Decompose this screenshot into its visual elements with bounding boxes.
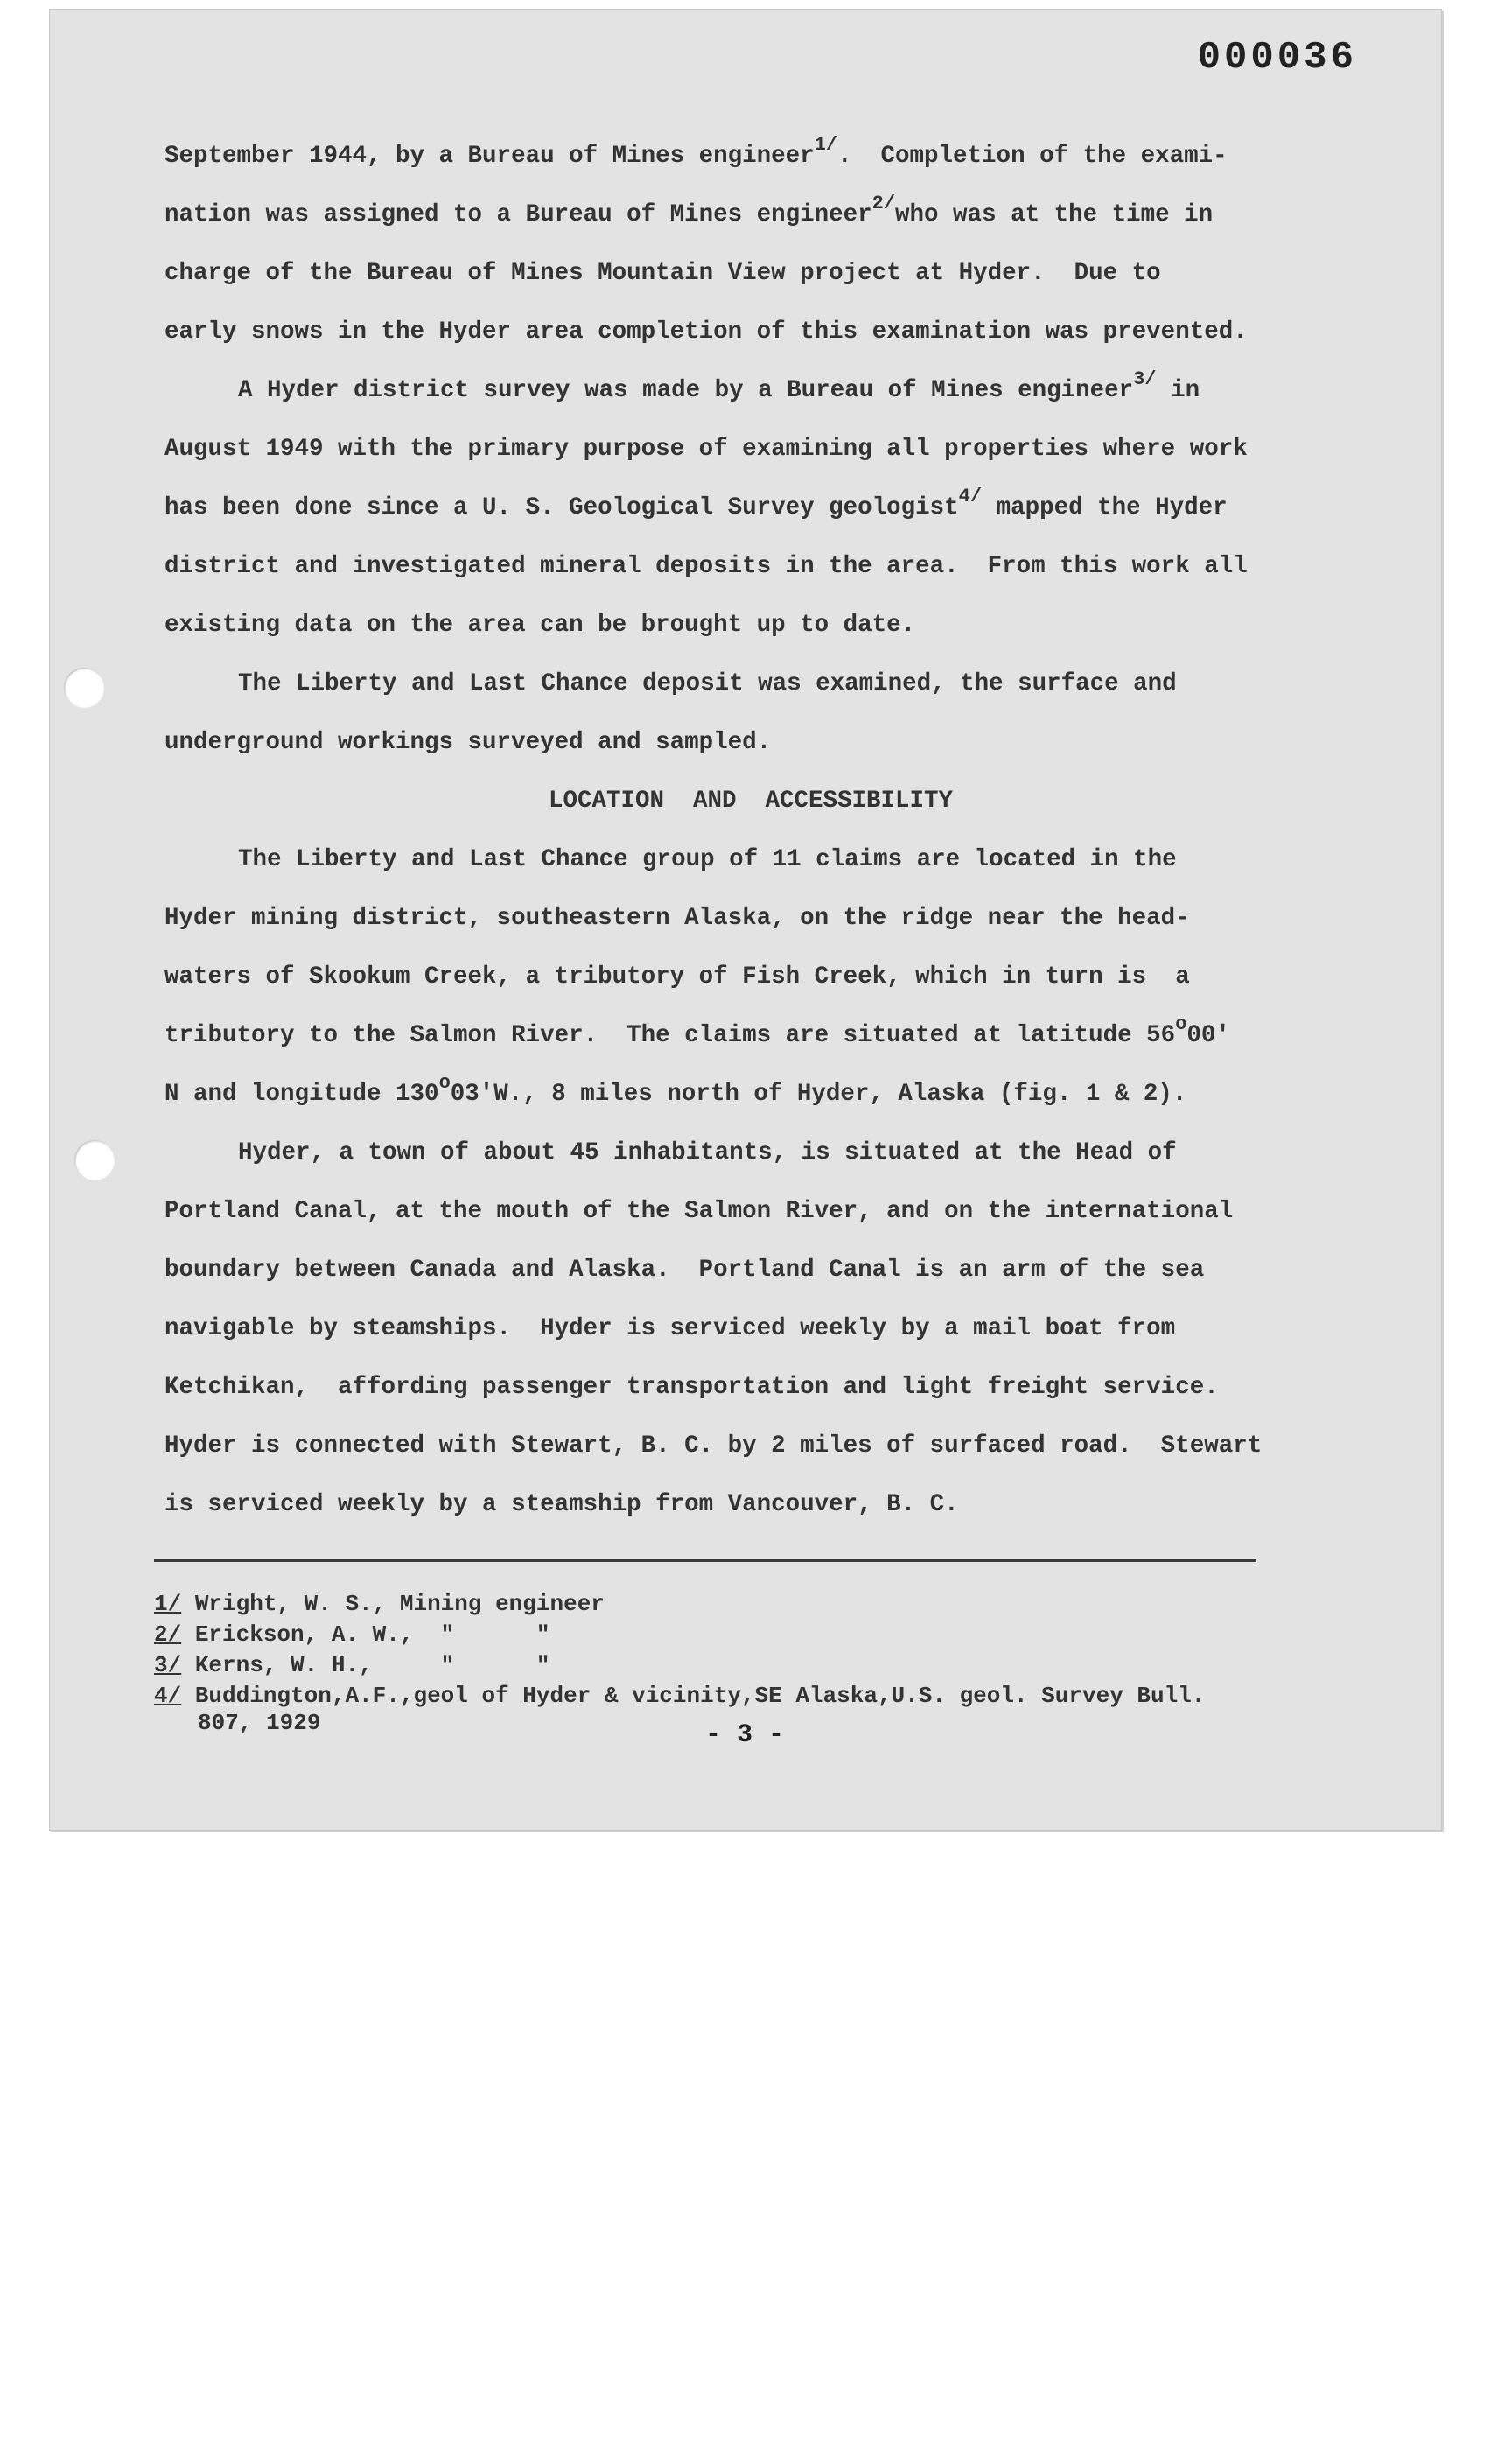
- text-line: district and investigated mineral deposits in the area. From this work all: [164, 553, 1248, 580]
- footnote-divider: [154, 1559, 1256, 1562]
- text-line: navigable by steamships. Hyder is serviced weekly by a mail boat from: [164, 1315, 1176, 1342]
- document-number: 000036: [1197, 36, 1357, 80]
- text-line: is serviced weekly by a steamship from Vancouver, B. C.: [164, 1491, 959, 1518]
- body-text: [164, 127, 1337, 1534]
- text-line: The Liberty and Last Chance deposit was examined, the surface and: [238, 670, 1177, 697]
- page-number: - 3 -: [704, 1720, 784, 1750]
- text-line: existing data on the area can be brought up to date.: [164, 612, 916, 639]
- footnote: 3/ Kerns, W. H., " ": [154, 1652, 550, 1678]
- text-line: charge of the Bureau of Mines Mountain View project at Hyder. Due to: [164, 260, 1161, 287]
- text-line: nation was assigned to a Bureau of Mines engineer$^{2/}$who was at the time in: [164, 192, 1214, 228]
- text-line: N and longitude 130$^o$03'W., 8 miles north of Hyder, Alaska (fig. 1 & 2).: [164, 1071, 1187, 1108]
- text-line: Ketchikan, affording passenger transportation and light freight service.: [164, 1374, 1219, 1401]
- footnote: 4/ Buddington,A.F.,geol of Hyder & vicinity,SE Alaska,U.S. geol. Survey Bull.: [154, 1683, 1206, 1709]
- text-line: Hyder, a town of about 45 inhabitants, is situated at the Head of: [238, 1139, 1177, 1166]
- footnote: 2/ Erickson, A. W., " ": [154, 1621, 550, 1648]
- text-line: The Liberty and Last Chance group of 11 claims are located in the: [238, 846, 1177, 873]
- text-line: boundary between Canada and Alaska. Portland Canal is an arm of the sea: [164, 1256, 1205, 1284]
- text-line: waters of Skookum Creek, a tributory of Fish Creek, which in turn is a: [164, 963, 1190, 990]
- footnote-continuation: 807, 1929: [198, 1710, 321, 1736]
- footnote: 1/ Wright, W. S., Mining engineer: [154, 1591, 605, 1617]
- text-line: Hyder is connected with Stewart, B. C. by 2 miles of surfaced road. Stewart: [164, 1432, 1263, 1460]
- binder-hole: [74, 1140, 115, 1180]
- text-line: September 1944, by a Bureau of Mines engineer$^{1/}$. Completion of the exami-: [164, 133, 1228, 170]
- text-line: August 1949 with the primary purpose of examining all properties where work: [164, 436, 1248, 463]
- text-line: A Hyder district survey was made by a Bureau of Mines engineer$^{3/}$ in: [238, 368, 1200, 404]
- text-line: Hyder mining district, southeastern Alaska, on the ridge near the head-: [164, 905, 1190, 932]
- section-heading: LOCATION AND ACCESSIBILITY: [548, 788, 954, 815]
- footnotes: [154, 1589, 1370, 1734]
- text-line: tributory to the Salmon River. The claims are situated at latitude 56$^o$00': [164, 1012, 1230, 1049]
- text-line: early snows in the Hyder area completion of this examination was prevented.: [164, 318, 1248, 346]
- text-line: underground workings surveyed and sampled.: [164, 729, 772, 756]
- text-line: has been done since a U. S. Geological Survey geologist$^{4/}$ mapped the Hyder: [164, 485, 1228, 522]
- text-line: Portland Canal, at the mouth of the Salmon River, and on the international: [164, 1198, 1234, 1225]
- binder-hole: [64, 668, 104, 708]
